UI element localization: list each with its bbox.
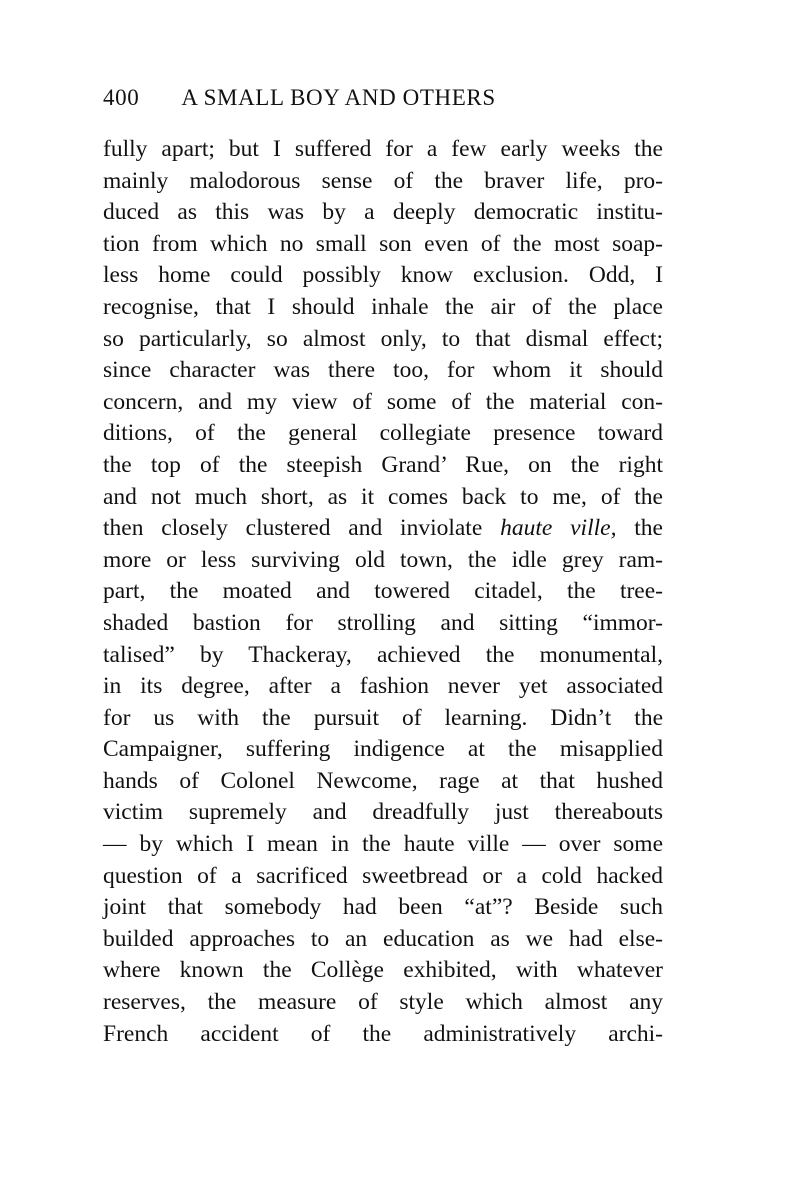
book-title: A SMALL BOY AND OTHERS — [181, 85, 496, 110]
text-line: concern, and my view of some of the material con- — [103, 388, 663, 415]
text-line: hands of Colonel Newcome, rage at that hushed — [103, 767, 663, 794]
text-line-with-italic — [103, 513, 663, 545]
text-line: for us with the pursuit of learning. Didn’t the — [103, 704, 663, 731]
text-line: joint that somebody had been “at”? Beside such — [103, 894, 663, 921]
text-line: less home could possibly know exclusion. Odd, I — [103, 262, 663, 289]
text-line: part, the moated and towered citadel, the tree- — [103, 578, 663, 605]
book-page — [103, 84, 663, 1050]
body-text — [103, 134, 663, 1050]
text-line: in its degree, after a fashion never yet associated — [103, 673, 663, 700]
text-segment: the — [616, 515, 663, 542]
text-line: ditions, of the general collegiate presence toward — [103, 420, 663, 447]
text-line: Campaigner, suffering indigence at the misapplied — [103, 736, 663, 763]
text-line: duced as this was by a deeply democratic institu- — [103, 199, 663, 226]
text-segment: then closely clustered and inviolate — [103, 515, 501, 542]
page-number: 400 — [103, 85, 140, 110]
text-line: French accident of the administratively archi- — [103, 1020, 663, 1047]
text-line: fully apart; but I suffered for a few early weeks the — [103, 136, 663, 162]
text-line: builded approaches to an education as we had else- — [103, 925, 663, 952]
text-line: victim supremely and dreadfully just thereabouts — [103, 799, 663, 826]
text-line: more or less surviving old town, the idle grey ram- — [103, 546, 663, 573]
text-line: mainly malodorous sense of the braver life, pro- — [103, 167, 663, 194]
text-line: since character was there too, for whom it should — [103, 357, 663, 384]
italic-phrase: haute ville, — [500, 515, 617, 542]
text-line: and not much short, as it comes back to me, of the — [103, 483, 663, 510]
text-line: shaded bastion for strolling and sitting “immor- — [103, 609, 663, 636]
text-line: so particularly, so almost only, to that dismal effect; — [103, 325, 663, 352]
text-line: tion from which no small son even of the most soap- — [103, 230, 663, 257]
text-line: recognise, that I should inhale the air of the place — [103, 293, 663, 320]
text-line: question of a sacrificed sweetbread or a cold hacked — [103, 862, 663, 889]
text-line: — by which I mean in the haute ville — over some — [103, 831, 663, 858]
text-line: where known the Collège exhibited, with whatever — [103, 957, 663, 984]
text-line: talised” by Thackeray, achieved the monumental, — [103, 641, 663, 668]
text-line: the top of the steepish Grand’ Rue, on the right — [103, 451, 663, 478]
text-line: reserves, the measure of style which almost any — [103, 989, 663, 1016]
running-head — [103, 84, 663, 112]
